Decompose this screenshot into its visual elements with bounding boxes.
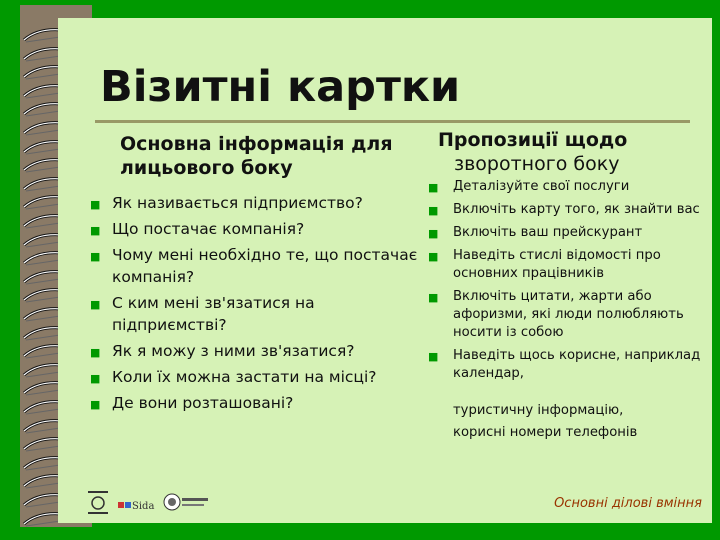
- left-column-heading: Основна інформація для лицьового боку: [120, 133, 393, 179]
- list-item: ■ С ким мені зв'язатися на підприємстві?: [90, 294, 315, 334]
- bullet-icon: ■: [428, 181, 439, 194]
- bullet-icon: ■: [90, 298, 101, 311]
- sida-logo-text: Sida: [132, 501, 155, 512]
- right-heading-line2: зворотного боку: [454, 153, 620, 175]
- bullet-icon: ■: [90, 224, 101, 237]
- bullet-icon: ■: [428, 204, 439, 217]
- right-bullet-list: [425, 178, 715, 388]
- ilo-logo: [88, 491, 108, 514]
- bullet-icon: ■: [90, 398, 101, 411]
- right-extra-line1: туристичну інформацію,: [453, 403, 624, 418]
- bullet-icon: ■: [90, 372, 101, 385]
- list-item: ■ Деталізуйте свої послуги: [425, 178, 715, 196]
- right-extra-text: [453, 400, 637, 444]
- bullet-icon: ■: [90, 198, 101, 211]
- list-item: ■ Наведіть стислі відомості про основних працівників: [428, 248, 661, 281]
- left-bullet-list: [88, 192, 423, 418]
- bullet-icon: ■: [90, 250, 101, 263]
- partner-seal-logo: [164, 494, 208, 510]
- sida-logo: [118, 501, 154, 512]
- list-item: ■ Включіть цитати, жарти або афоризми, які люди полюбляють носити із собою: [428, 289, 684, 340]
- partner-logos: [86, 488, 211, 520]
- list-item: ■ Включіть ваш прейскурант: [425, 224, 715, 242]
- list-item: ■ Що постачає компанія?: [88, 218, 423, 240]
- list-item: ■ Включіть карту того, як знайти вас: [425, 201, 715, 219]
- list-item: ■ Як я можу з ними зв'язатися?: [88, 340, 423, 362]
- right-heading-line1: Пропозиції щодо: [438, 129, 628, 151]
- bullet-icon: ■: [428, 350, 439, 363]
- bullet-icon: ■: [428, 227, 439, 240]
- list-item: ■ Де вони розташовані?: [88, 392, 423, 414]
- list-item: ■ Коли їх можна застати на місці?: [88, 366, 423, 388]
- bullet-icon: ■: [90, 346, 101, 359]
- list-item: ■ Наведіть щось корисне, наприклад календар,: [428, 348, 701, 381]
- list-item: ■ Як називається підприємство?: [88, 192, 423, 214]
- bullet-icon: ■: [428, 250, 439, 263]
- list-item: ■ Чому мені необхідно те, що постачає компанія?: [90, 246, 418, 286]
- slide-title: Візитні картки: [100, 62, 461, 112]
- bullet-icon: ■: [428, 291, 439, 304]
- right-extra-line2: корисні номери телефонів: [453, 425, 638, 440]
- right-column-heading: [438, 128, 678, 176]
- title-divider: [95, 120, 690, 123]
- footer-caption: Основні ділові вміння: [554, 496, 702, 511]
